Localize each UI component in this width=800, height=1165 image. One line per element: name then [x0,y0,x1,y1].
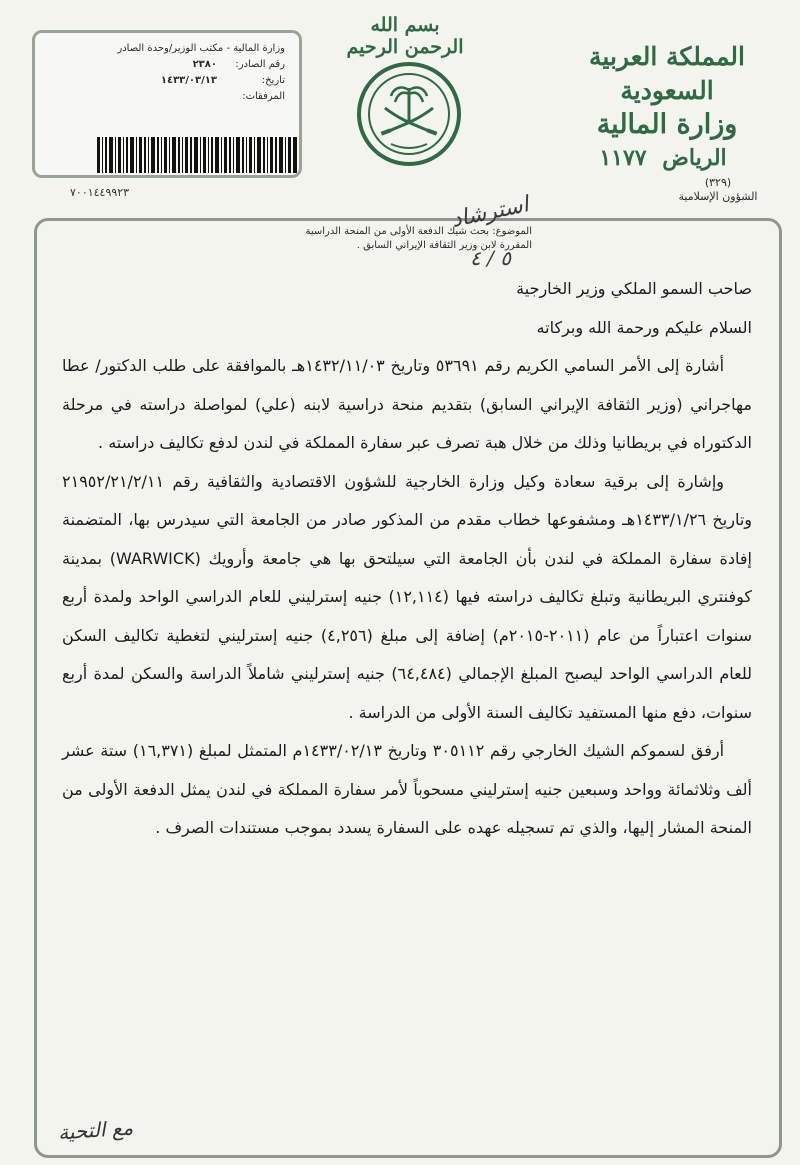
stamp-number-label: رقم الصادر: [235,59,285,70]
stamp-title: وزارة المالية - مكتب الوزير/وحدة الصادر [117,43,285,54]
reference-number: (٣٢٩) [704,176,732,189]
handwritten-note: استرشاد [449,192,531,233]
paragraph-1: أشارة إلى الأمر السامي الكريم رقم ٥٣٦٩١ وتاريخ ١٤٣٢/١١/٠٣هـ بالموافقة على طلب الدكتور/ عطا مهاجراني (وزير الثقافة الإيراني السابق) بتقديم منحة دراسية لابنه (علي) لمواصلة دراسته في مرحلة الدكتوراه في بريطانيا وذلك من خلال هبة تصرف عبر سفارة المملكة في لندن لدفع تكاليف دراسته . [62,356,752,452]
paragraph-2: وإشارة إلى برقية سعادة وكيل وزارة الخارجية للشؤون الاقتصادية والثقافية رقم ٢١٩٥٢/٢١/٢/١١ وتاريخ ١٤٣٣/١/٢٦هـ ومشفوعها خطاب مقدم من المذكور صادر من الجامعة التي سيدرس بها، المتضمنة إفادة سفارة المملكة في لندن بأن الجامعة التي سيلتحق بها هي جامعة وأرويك (WARWICK) بمدينة كوفنتري البريطانية وتبلغ تكاليف دراسته فيها (١٢,١١٤) جنيه إسترليني للعام الدراسي الواحد ولمدة أربع سنوات اعتباراً من عام (٢٠١١-٢٠١٥م) إضافة إلى مبلغ (٤,٢٥٦) جنيه إسترليني لتغطية تكاليف السكن للعام الدراسي الواحد ليصبح المبلغ الإجمالي (٦٤,٤٨٤) جنيه إسترليني شاملاً الدراسة والسكن لمدة أربع سنوات، دفع منها المستفيد تكاليف السنة الأولى من الدراسة . [62,471,753,722]
reference-block [658,176,778,204]
outgoing-stamp [32,30,302,178]
stamp-date-label: تاريخ: [261,75,285,86]
addressee: صاحب السمو الملكي وزير الخارجية [516,279,752,298]
ministry-name: وزارة المالية [596,109,738,140]
paragraph-3: أرفق لسموكم الشيك الخارجي رقم ٣٠٥١١٢ وتاريخ ١٤٣٣/٠٢/١٣م المتمثل لمبلغ (١٦,٣٧١) ستة عشر ألف وثلاثمائة وواحد وسبعين جنيه إسترليني مسحوباً لأمر سفارة المملكة في لندن يمثل الدفعة الأولى من المنحة المشار إليها، والذي تم تسجيله عهده على السفارة يسدد بموجب مستندات الصرف . [62,741,752,837]
letterhead [552,40,782,174]
subject-line-1: الموضوع: بحث شيك الدفعة الأولى من المنحة الدراسية [305,226,532,237]
basmala: بسم الله الرحمن الرحيم [346,14,464,58]
stamp-date-row [45,73,285,89]
subject-line-2: المقررة لابن وزير الثقافة الإيراني السابق . [356,240,532,251]
barcode-icon [97,137,297,173]
signature: مع التحية [57,1115,134,1145]
ministry-code: ١١٧٧ [599,145,647,171]
greeting: السلام عليكم ورحمة الله وبركاته [536,317,752,337]
stamp-number-row [45,57,285,73]
letter-body [62,270,752,848]
stamp-number-value: ٢٣٨٠ [192,59,217,70]
stamp-attachments-row [45,89,285,105]
stamp-date-value: ١٤٣٣/٠٣/١٣ [160,75,217,86]
handwritten-date: ٥ / ٤ [470,246,511,270]
emblem-icon [355,60,463,168]
reference-label: الشؤون الإسلامية [678,190,758,203]
city-name: الرياض [662,145,727,171]
city-line [552,142,782,174]
kingdom-name: المملكة العربية السعودية [589,42,745,105]
stamp-title-row [45,41,285,57]
barcode-number: ٧٠٠١٤٤٩٩٢٣ [70,186,130,199]
stamp-attachments-label: المرفقات: [242,91,285,102]
